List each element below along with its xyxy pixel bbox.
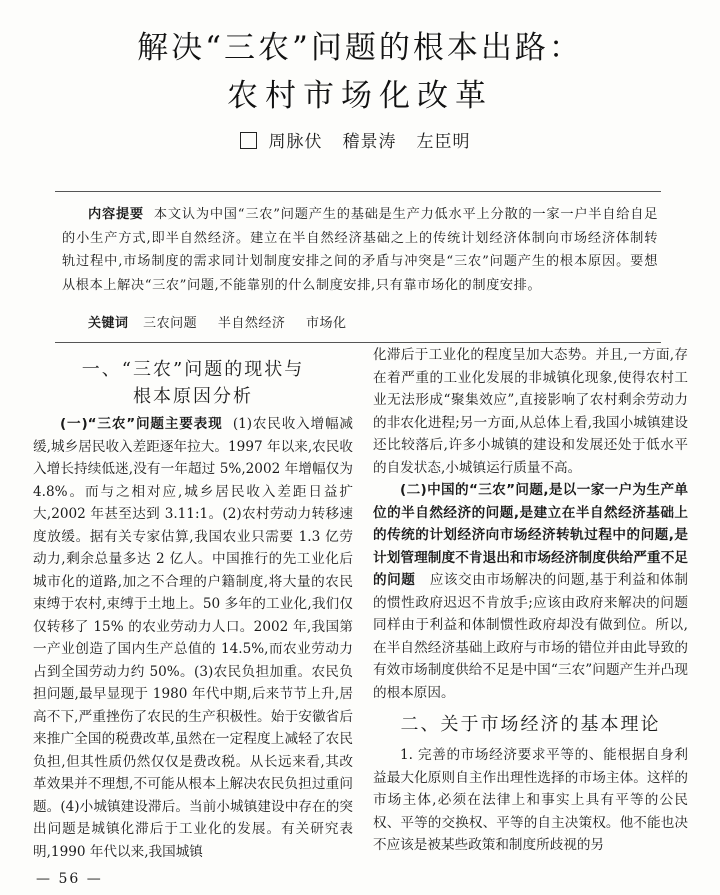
- divider-bottom: [55, 342, 661, 343]
- article-title-line-2: 农村市场化改革: [227, 78, 493, 114]
- author-box-icon: [240, 132, 257, 149]
- abstract-label: 内容提要: [88, 207, 144, 222]
- page-number: — 56 —: [36, 871, 103, 887]
- right-column: [373, 344, 688, 857]
- keywords: [88, 312, 362, 331]
- left-column: [33, 355, 353, 863]
- author-name: 稽景涛: [342, 132, 397, 152]
- keyword: 半自然经济: [217, 316, 286, 331]
- author-name: 左臣明: [416, 132, 471, 152]
- subsection-1-title: (一)“三农”问题主要表现: [60, 416, 223, 432]
- author-line: [0, 127, 720, 152]
- abstract: [62, 203, 658, 297]
- section-2-heading: 二、关于市场经济的基本理论: [400, 714, 661, 735]
- subsection-2-title: (二)中国的“三农”问题,是以一家一户为生产单位的半自然经济的问题,是建立在半自然经济基础上的传统的计划经济向市场经济转轨过程中的问题,是计划管理制度不肯退出和市场经济制度供给严重不足的问题: [373, 482, 688, 588]
- author-name: 周脉伏: [268, 132, 323, 152]
- keyword: 市场化: [305, 316, 347, 331]
- section-1-paragraph-1: [33, 413, 353, 863]
- keywords-label: 关键词: [88, 316, 129, 331]
- keyword: 三农问题: [143, 316, 198, 331]
- subsection-2-text: 应该交由市场解决的问题,基于利益和体制的惯性政府迟迟不肯放手;应该由政府来解决的问题同样由于利益和体制惯性政府却没有做到位。所以,在半自然经济基础上政府与市场的错位并由此导致的有效市场制度供给不足是中国“三农”问题产生并凸现的根本原因。: [373, 572, 688, 701]
- abstract-text: 本文认为中国“三农”问题产生的基础是生产力低水平上分散的一家一户半自给自足的小生产方式,即半自然经济。建立在半自然经济基础之上的传统计划经济体制向市场经济体制转轨过程中,市场制度的需求同计划制度安排之间的矛盾与冲突是“三农”问题产生的根本原因。要想从根本上解决“三农”问题,不能靠别的什么制度安排,只有靠市场化的制度安排。: [62, 207, 658, 293]
- article-title-line-1: 解决“三农”问题的根本出路：: [137, 30, 583, 66]
- continued-paragraph: 化滞后于工业化的程度呈加大态势。并且,一方面,存在着严重的工业化发展的非城镇化现象,使得农村工业无法形成“聚集效应”,直接影响了农村剩余劳动力的非农化进程;另一方面,从总体上看,我国小城镇建设还比较落后,许多小城镇的建设和发展还处于低水平的自发状态,小城镇运行质量不高。: [373, 347, 688, 476]
- section-1-paragraph-2: [373, 479, 688, 704]
- section-2-paragraph: 1. 完善的市场经济要求平等的、能根据自身利益最大化原则自主作出理性选择的市场主体。这样的市场主体,必须在法律上和事实上具有平等的公民权、平等的交换权、平等的自主决策权。他不能也决不应该是被某些政策和制度所歧视的另: [373, 747, 688, 853]
- section-1-heading-line-2: 根本原因分析: [133, 386, 253, 407]
- divider-top: [55, 191, 661, 192]
- subsection-1-text: (1)农民收入增幅减缓,城乡居民收入差距逐年拉大。1997 年以来,农民收入增长持续低迷,没有一年超过 5%,2002 年增幅仅为 4.8%。而与之相对应,城乡居民收入差距日益扩大,2002 年甚至达到 3.11:1。(2)农村劳动力转移速度放缓。据有关专家估算,我国农业只需要 1.3 亿劳动力,剩余总量多达 2 亿人。中国推行的先工业化后城市化的道路,加之不合理的户籍制度,将大量的农民束缚于农村,束缚于土地上。50 多年的工业化,我们仅仅转移了 15% 的农业劳动力人口。2002 年,我国第一产业创造了国内生产总值的 14.5%,而农业劳动力占到全国劳动力约 50%。(3)农民负担加重。农民负担问题,最早显现于 1980 年代中期,后来节节上升,居高不下,严重挫伤了农民的生产积极性。始于安徽省后来推广全国的税费改革,虽然在一定程度上减轻了农民负担,但其性质仍然仅仅是费改税。从长远来看,其改革效果并不理想,不可能从根本上解决农民负担过重问题。(4)小城镇建设滞后。当前小城镇建设中存在的突出问题是城镇化滞后于工业化的发展。有关研究表明,1990 年代以来,我国城镇: [33, 416, 353, 860]
- section-1-heading-line-1: 一、“三农”问题的现状与: [81, 359, 305, 380]
